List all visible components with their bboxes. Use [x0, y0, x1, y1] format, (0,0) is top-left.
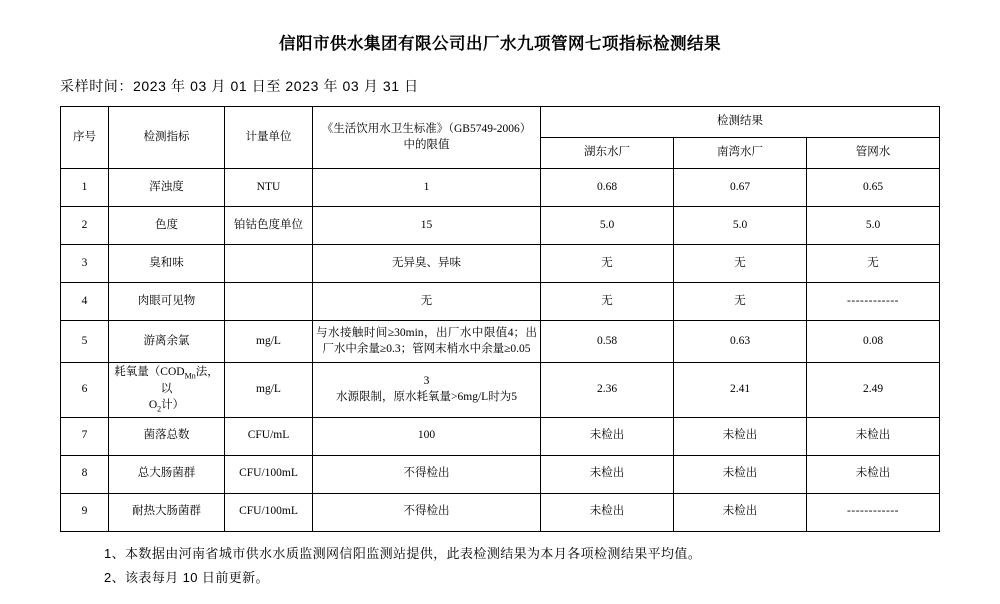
note-line-2: 2、该表每月 10 日前更新。 [104, 570, 269, 586]
cell-index: 6 [61, 363, 109, 418]
cell-result-hudong: 未检出 [541, 493, 674, 531]
table-row [61, 363, 940, 418]
cell-item: 游离余氯 [109, 321, 225, 363]
cell-result-nanwan: 2.41 [674, 363, 807, 418]
header-index: 序号 [61, 107, 109, 169]
cell-result-nanwan: 无 [674, 283, 807, 321]
cell-result-hudong: 5.0 [541, 207, 674, 245]
cell-unit: NTU [225, 169, 313, 207]
cell-unit [225, 245, 313, 283]
cell-result-nanwan: 0.67 [674, 169, 807, 207]
cell-item: 总大肠菌群 [109, 455, 225, 493]
cell-item: 浑浊度 [109, 169, 225, 207]
cell-index: 7 [61, 417, 109, 455]
cell-result-hudong: 未检出 [541, 455, 674, 493]
cell-result-pipe: 未检出 [807, 455, 940, 493]
cell-limit: 不得检出 [313, 455, 541, 493]
table-row [61, 283, 940, 321]
cell-item: 耐热大肠菌群 [109, 493, 225, 531]
header-result-pipe: 管网水 [807, 138, 940, 169]
cell-limit: 与水接触时间≥30min，出厂水中限值4；出厂水中余量≥0.3；管网末梢水中余量≥0.05 [313, 321, 541, 363]
cell-unit: mg/L [225, 321, 313, 363]
cell-limit: 无异臭、异味 [313, 245, 541, 283]
cell-unit: mg/L [225, 363, 313, 418]
cell-result-pipe: 未检出 [807, 417, 940, 455]
cell-result-nanwan: 无 [674, 245, 807, 283]
notes-block [104, 542, 1000, 591]
cell-unit: CFU/mL [225, 417, 313, 455]
header-result-nanwan: 南湾水厂 [674, 138, 807, 169]
table-row [61, 417, 940, 455]
table-row [61, 493, 940, 531]
cell-result-hudong: 无 [541, 283, 674, 321]
cell-unit: CFU/100mL [225, 493, 313, 531]
table-row [61, 169, 940, 207]
table-row [61, 321, 940, 363]
table-row [61, 245, 940, 283]
cell-result-nanwan: 5.0 [674, 207, 807, 245]
table-body [61, 169, 940, 532]
cell-item: 耗氧量（$COD_{Mn}$法，以 $O_2$计） [109, 363, 225, 418]
cell-limit: 100 [313, 417, 541, 455]
cell-item: 菌落总数 [109, 417, 225, 455]
cell-limit: 3 水源限制，原水耗氧量>6mg/L时为5 [313, 363, 541, 418]
header-results-group: 检测结果 [541, 107, 940, 138]
cell-index: 3 [61, 245, 109, 283]
cell-result-nanwan: 0.63 [674, 321, 807, 363]
water-quality-table [60, 106, 940, 532]
cell-result-pipe: 5.0 [807, 207, 940, 245]
cell-item: 臭和味 [109, 245, 225, 283]
cell-index: 2 [61, 207, 109, 245]
cell-result-hudong: 无 [541, 245, 674, 283]
cell-result-pipe: 无 [807, 245, 940, 283]
cell-result-hudong: 2.36 [541, 363, 674, 418]
header-unit: 计量单位 [225, 107, 313, 169]
cell-unit [225, 283, 313, 321]
cell-limit: 15 [313, 207, 541, 245]
cell-limit: 无 [313, 283, 541, 321]
table-header-row-1 [61, 107, 940, 138]
cell-limit: 不得检出 [313, 493, 541, 531]
cell-index: 4 [61, 283, 109, 321]
cell-item: 肉眼可见物 [109, 283, 225, 321]
header-item: 检测指标 [109, 107, 225, 169]
cell-result-hudong: 未检出 [541, 417, 674, 455]
cell-result-pipe: ------------ [807, 493, 940, 531]
cell-result-nanwan: 未检出 [674, 417, 807, 455]
cell-index: 9 [61, 493, 109, 531]
cell-unit: 铂钴色度单位 [225, 207, 313, 245]
cell-unit: CFU/100mL [225, 455, 313, 493]
sampling-period: 采样时间：2023 年 03 月 01 日至 2023 年 03 月 31 日 [60, 78, 419, 94]
document-page [0, 30, 1000, 604]
cell-result-hudong: 0.58 [541, 321, 674, 363]
cell-limit: 1 [313, 169, 541, 207]
note-line-1: 1、本数据由河南省城市供水水质监测网信阳监测站提供，此表检测结果为本月各项检测结果平均值。 [104, 545, 702, 561]
cell-result-pipe: 0.08 [807, 321, 940, 363]
cell-result-pipe: 0.65 [807, 169, 940, 207]
table-row [61, 455, 940, 493]
cell-index: 8 [61, 455, 109, 493]
cell-result-pipe: 2.49 [807, 363, 940, 418]
cell-index: 1 [61, 169, 109, 207]
cell-result-pipe: ------------ [807, 283, 940, 321]
table-row [61, 207, 940, 245]
cell-index: 5 [61, 321, 109, 363]
cell-item: 色度 [109, 207, 225, 245]
cell-result-nanwan: 未检出 [674, 493, 807, 531]
page-title: 信阳市供水集团有限公司出厂水九项管网七项指标检测结果 [279, 35, 721, 53]
cell-result-hudong: 0.68 [541, 169, 674, 207]
cell-result-nanwan: 未检出 [674, 455, 807, 493]
header-limit: 《生活饮用水卫生标准》（GB5749-2006）中的限值 [313, 107, 541, 169]
header-result-hudong: 湖东水厂 [541, 138, 674, 169]
